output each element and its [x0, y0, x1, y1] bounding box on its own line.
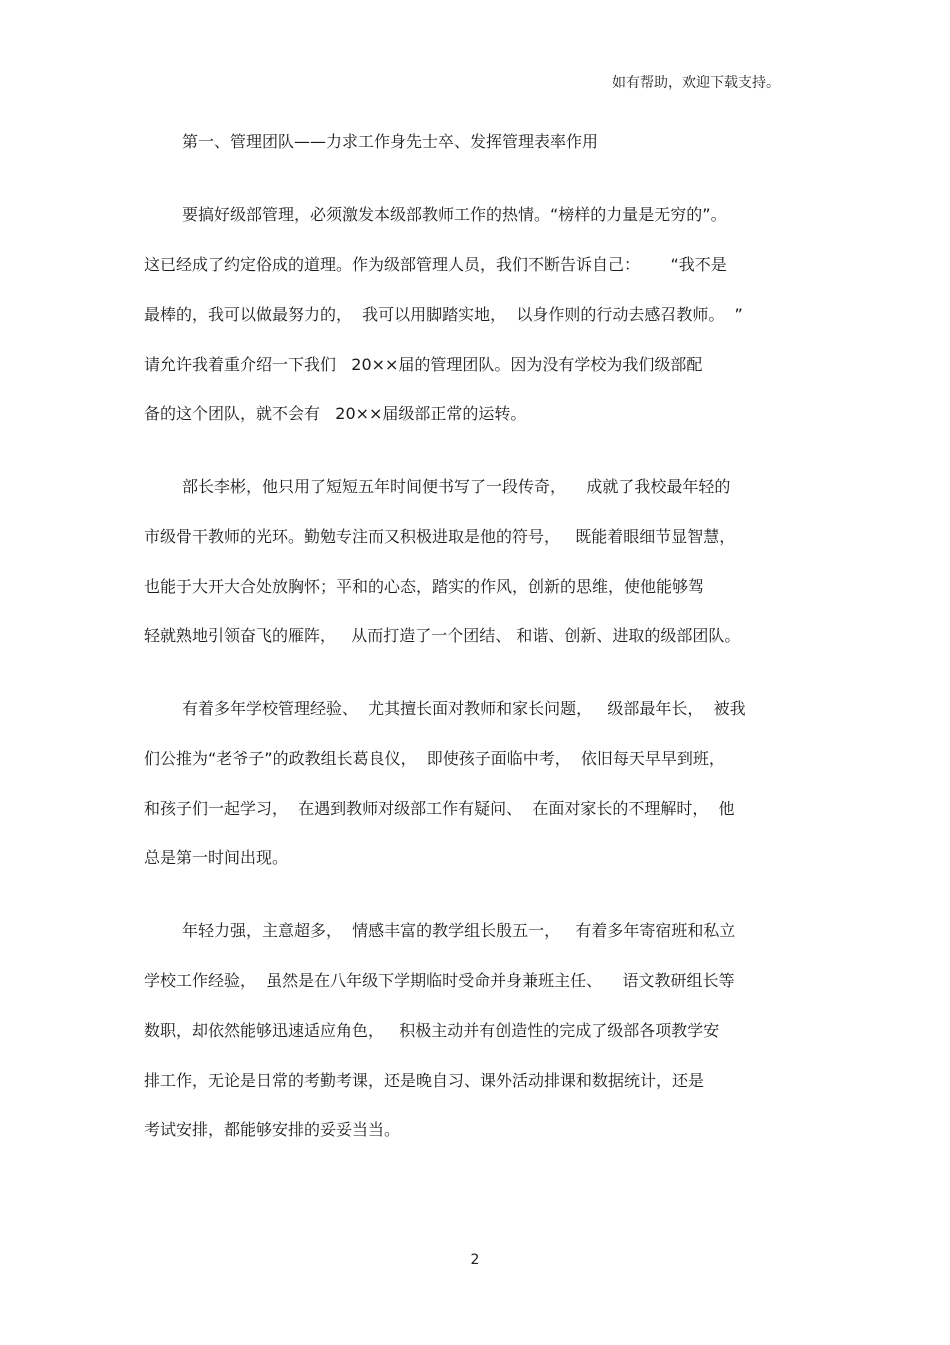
section-title: 第一、管理团队——力求工作身先士卒、发挥管理表率作用 — [182, 132, 599, 151]
paragraph-2-line-2: 市级骨干教师的光环。勤勉专注而又积极进取是他的符号， 既能着眼细节显智慧， — [144, 527, 736, 546]
paragraph-4-line-1: 年轻力强，主意超多， 情感丰富的教学组长殷五一， 有着多年寄宿班和私立 — [182, 921, 736, 940]
paragraph-3-line-3: 和孩子们一起学习， 在遇到教师对级部工作有疑问、 在面对家长的不理解时， 他 — [144, 799, 735, 818]
paragraph-1-line-4: 请允许我着重介绍一下我们 20××届的管理团队。因为没有学校为我们级部配 — [144, 355, 703, 374]
paragraph-2-line-4: 轻就熟地引领奋飞的雁阵， 从而打造了一个团结、 和谐、创新、进取的级部团队。 — [144, 626, 741, 645]
paragraph-2-line-1: 部长李彬，他只用了短短五年时间便书写了一段传奇， 成就了我校最年轻的 — [182, 477, 731, 496]
paragraph-4-line-5: 考试安排，都能够安排的妥妥当当。 — [144, 1120, 401, 1139]
paragraph-1-line-2: 这已经成了约定俗成的道理。作为级部管理人员，我们不断告诉自己： “我不是 — [144, 255, 727, 274]
paragraph-4-line-2: 学校工作经验， 虽然是在八年级下学期临时受命并身兼班主任、 语文教研组长等 — [144, 971, 735, 990]
paragraph-1-line-1: 要搞好级部管理，必须激发本级部教师工作的热情。“榜样的力量是无穷的”。 — [182, 205, 727, 224]
page-number: 2 — [470, 1252, 480, 1268]
paragraph-3-line-4: 总是第一时间出现。 — [144, 848, 289, 867]
paragraph-1-line-3: 最棒的，我可以做最努力的， 我可以用脚踏实地， 以身作则的行动去感召教师。 ” — [144, 305, 743, 324]
paragraph-3-line-1: 有着多年学校管理经验、 尤其擅长面对教师和家长问题， 级部最年长， 被我 — [182, 699, 746, 718]
paragraph-2-line-3: 也能于大开大合处放胸怀；平和的心态，踏实的作风，创新的思维，使他能够驾 — [144, 577, 705, 596]
paragraph-4-line-3: 数职，却依然能够迅速适应角色， 积极主动并有创造性的完成了级部各项教学安 — [144, 1021, 720, 1040]
paragraph-4-line-4: 排工作，无论是日常的考勤考课，还是晚自习、课外活动排课和数据统计，还是 — [144, 1071, 705, 1090]
paragraph-3-line-2: 们公推为“老爷子”的政教组长葛良仪， 即使孩子面临中考， 依旧每天早早到班， — [144, 749, 725, 768]
header-note: 如有帮助，欢迎下载支持。 — [612, 75, 780, 91]
paragraph-1-line-5: 备的这个团队，就不会有 20××届级部正常的运转。 — [144, 404, 527, 423]
